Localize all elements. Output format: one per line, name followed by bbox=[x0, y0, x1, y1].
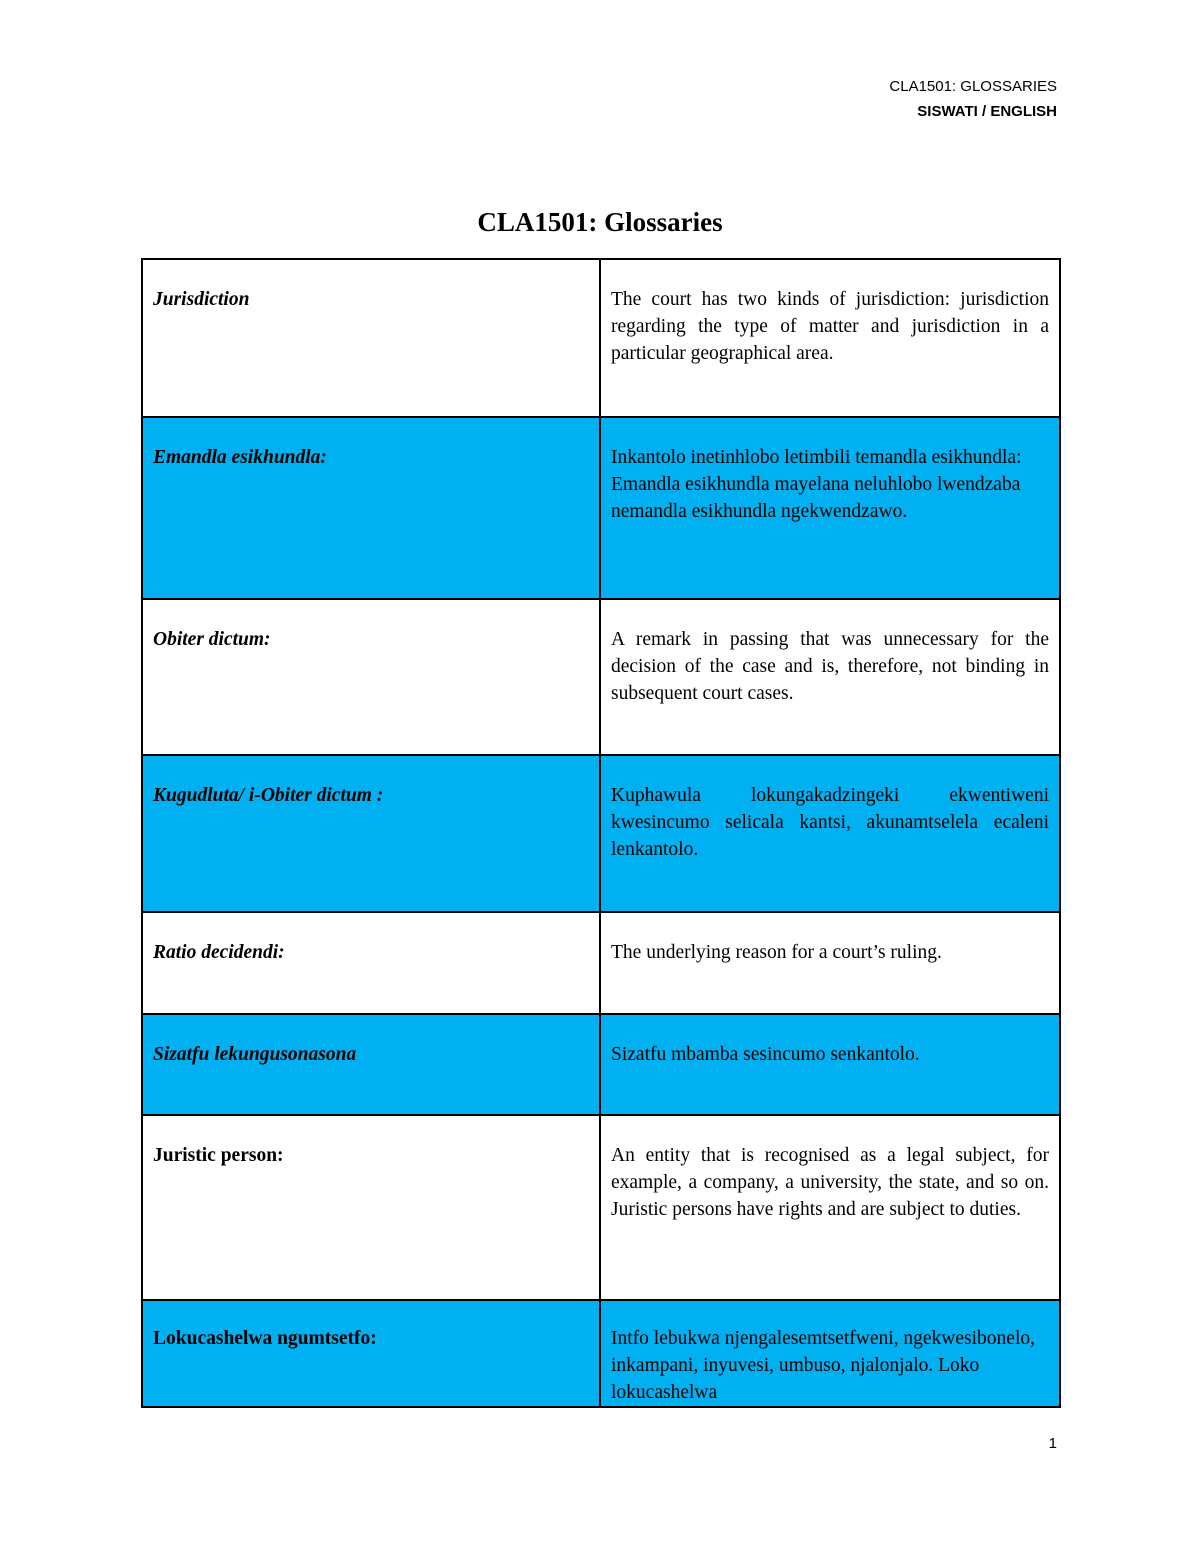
header-languages: SISWATI / ENGLISH bbox=[917, 103, 1057, 120]
term-cell bbox=[142, 755, 600, 912]
term-cell bbox=[142, 912, 600, 1014]
term-cell bbox=[142, 1300, 600, 1407]
definition-cell: Kuphawula lokungakadzingeki ekwentiweni kwesincumo selicala kantsi, akunamtselela ecaleni lenkantolo. bbox=[600, 755, 1060, 912]
table-row bbox=[142, 1115, 1060, 1300]
glossary-term: Ratio decidendi: bbox=[153, 942, 285, 963]
table-row bbox=[142, 755, 1060, 912]
glossary-term: Obiter dictum: bbox=[153, 629, 271, 650]
definition-cell: A remark in passing that was unnecessary for the decision of the case and is, therefore, not binding in subsequent court cases. bbox=[600, 599, 1060, 755]
term-cell bbox=[142, 1115, 600, 1300]
definition-cell: Inkantolo inetinhlobo letimbili temandla esikhundla: Emandla esikhundla mayelana neluhlobo lwendzaba nemandla esikhundla ngekwendzawo. bbox=[600, 417, 1060, 599]
definition-cell: An entity that is recognised as a legal subject, for example, a company, a university, the state, and so on. Juristic persons have rights and are subject to duties. bbox=[600, 1115, 1060, 1300]
table-row bbox=[142, 599, 1060, 755]
table-row bbox=[142, 1014, 1060, 1115]
glossary-term: Jurisdiction bbox=[153, 289, 250, 310]
term-cell bbox=[142, 1014, 600, 1115]
glossary-term: Sizatfu lekungusonasona bbox=[153, 1044, 357, 1065]
term-cell bbox=[142, 259, 600, 417]
definition-cell: Intfo lebukwa njengalesemtsetfweni, ngekwesibonelo, inkampani, inyuvesi, umbuso, njalonjalo. Loko lokucashelwa bbox=[600, 1300, 1060, 1407]
header-course-code: CLA1501: GLOSSARIES bbox=[889, 78, 1057, 95]
glossary-term: Juristic person: bbox=[153, 1145, 284, 1166]
glossary-term: Lokucashelwa ngumtsetfo: bbox=[153, 1328, 377, 1349]
term-cell bbox=[142, 599, 600, 755]
page-number: 1 bbox=[1048, 1435, 1057, 1452]
term-cell bbox=[142, 417, 600, 599]
glossary-term: Kugudluta/ i-Obiter dictum : bbox=[153, 785, 384, 806]
table-row bbox=[142, 912, 1060, 1014]
definition-cell: The court has two kinds of jurisdiction: jurisdiction regarding the type of matter and jurisdiction in a particular geographical area. bbox=[600, 259, 1060, 417]
table-row bbox=[142, 259, 1060, 417]
definition-cell: The underlying reason for a court’s ruling. bbox=[600, 912, 1060, 1014]
table-row bbox=[142, 417, 1060, 599]
page-title: CLA1501: Glossaries bbox=[477, 207, 723, 237]
running-header bbox=[889, 74, 1057, 124]
glossary-term: Emandla esikhundla: bbox=[153, 447, 327, 468]
glossary-table bbox=[141, 258, 1061, 1408]
definition-cell: Sizatfu mbamba sesincumo senkantolo. bbox=[600, 1014, 1060, 1115]
table-row bbox=[142, 1300, 1060, 1407]
